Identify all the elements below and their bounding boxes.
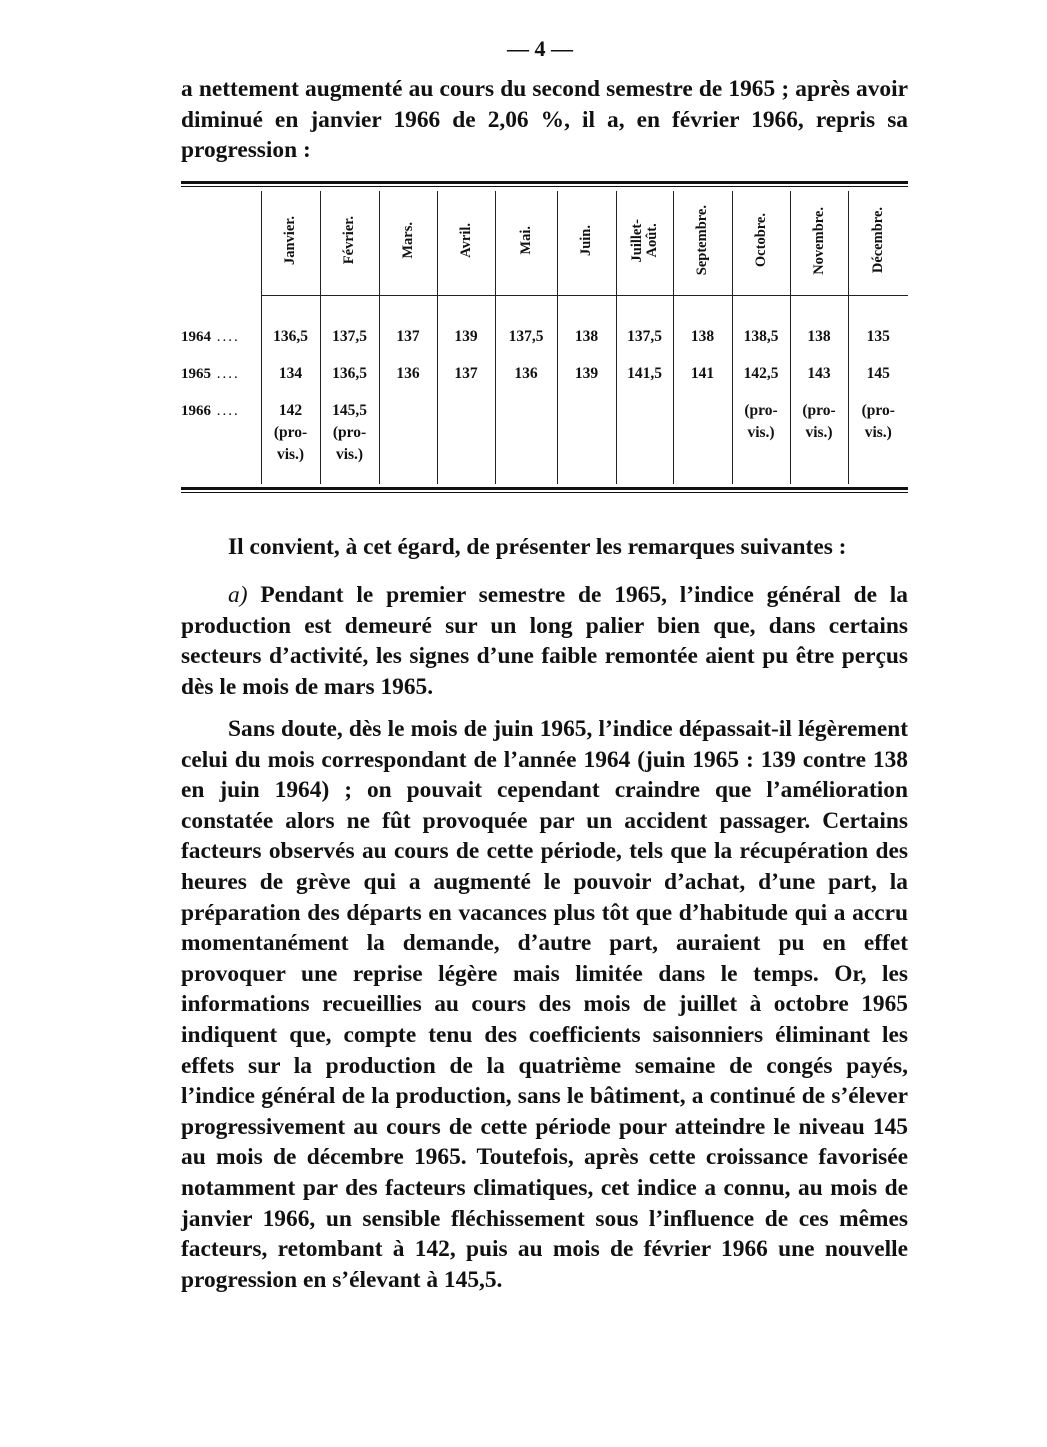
- table-cell: (pro- vis.): [848, 400, 908, 484]
- month-header: [790, 191, 848, 296]
- month-header: [848, 191, 908, 296]
- month-header-row: [181, 191, 908, 296]
- intro-paragraph: a nettement augmenté au cours du second semestre de 1965 ; après avoir diminué en janvier 1966 de 2,06 %, il a, en février 1966, repris sa progression :: [181, 76, 908, 164]
- analysis-paragraph: Sans doute, dès le mois de juin 1965, l’indice dépassait-il légèrement celui du mois correspondant de l’année 1964 (juin 1965 : 139 contre 138 en juin 1964) ; on pouvait cependant craindre que l’amélioration constatée alors ne fût provoquée par un accident passager. Certains facteurs observés au cours de cette période, tels que la récupération des heures de grève qui a augmenté le pouvoir d’achat, d’une part, la préparation des départs en vacances plus tôt que d’habitude qui a accru momentanément la demande, d’autre part, auraient pu en effet provoquer une reprise légère mais limitée dans le temps. Or, les informations recueillies au cours des mois de juillet à octobre 1965 indiquent que, compte tenu des coefficients saisonniers éliminant les effets sur la production de la quatrième semaine de congés payés, l’indice général de la production, sans le bâtiment, a continué de s’élever progressivement au cours de cette période pour atteindre le niveau 145 au mois de décembre 1965. Toutefois, après cette croissance favorisée notamment par des facteurs climatiques, cet indice a connu, au mois de janvier 1966, un sensible fléchissement sous l’influence de ces mêmes facteurs, retombant à 142, puis au mois de février 1966 une nouvelle progression en s’élevant à 145,5.: [181, 716, 908, 1293]
- table-cell: [437, 400, 495, 484]
- month-header: [495, 191, 557, 296]
- month-header: [616, 191, 673, 296]
- table-cell: 145: [848, 363, 908, 400]
- month-label: Juin.: [578, 224, 594, 257]
- row-year: 1966 ....: [181, 403, 240, 419]
- table-cell: 136,5: [320, 363, 379, 400]
- page-number: — 4 —: [507, 36, 573, 61]
- table-cell: 137,5: [616, 326, 673, 363]
- table-cell: 134: [261, 363, 320, 400]
- table-cell: 138: [557, 326, 616, 363]
- table-cell: 135: [848, 326, 908, 363]
- month-label: Avril.: [457, 223, 474, 258]
- month-label: Février.: [341, 216, 357, 265]
- table-cell: [616, 400, 673, 484]
- table-cell: 136,5: [261, 326, 320, 363]
- table-cell: [557, 400, 616, 484]
- table-cell: 139: [557, 363, 616, 400]
- row-year: 1964 ....: [181, 329, 240, 345]
- corner-cell: [181, 191, 261, 296]
- month-header: [557, 191, 616, 296]
- table-cell: 137: [437, 363, 495, 400]
- table-cell: 138: [790, 326, 848, 363]
- table-cell: 137: [379, 326, 437, 363]
- month-header: [437, 191, 495, 296]
- remark-a-label: a): [228, 582, 248, 608]
- table-spacer-row: [181, 296, 908, 327]
- table-cell: [673, 400, 732, 484]
- month-header: [320, 191, 379, 296]
- table-cell: [495, 400, 557, 484]
- table-cell: 142 (pro- vis.): [261, 400, 320, 484]
- table-cell: 143: [790, 363, 848, 400]
- remark-a-paragraph: [181, 580, 908, 702]
- table-cell: 137,5: [320, 326, 379, 363]
- month-label: Septembre.: [694, 205, 710, 276]
- month-label: Mai.: [517, 226, 534, 255]
- table-top-rule: [181, 181, 908, 187]
- table-cell: 138,5: [732, 326, 790, 363]
- month-label: Mars.: [399, 222, 416, 259]
- month-header: [379, 191, 437, 296]
- month-label: Janvier.: [282, 215, 298, 265]
- production-index-table: [181, 181, 908, 497]
- table-bottom-rule: [181, 487, 908, 493]
- table-cell: (pro- vis.): [790, 400, 848, 484]
- month-label: Octobre.: [752, 213, 769, 268]
- table-cell: 136: [379, 363, 437, 400]
- table-cell: 142,5: [732, 363, 790, 400]
- table-row: [181, 400, 908, 484]
- table-cell: 137,5: [495, 326, 557, 363]
- table-cell: (pro- vis.): [732, 400, 790, 484]
- remarks-intro-paragraph: Il convient, à cet égard, de présenter les remarques suivantes :: [228, 534, 847, 560]
- month-header: [732, 191, 790, 296]
- table-row: [181, 363, 908, 400]
- table-cell: 139: [437, 326, 495, 363]
- table-cell: 138: [673, 326, 732, 363]
- month-label: Novembre.: [810, 206, 827, 275]
- table-cell: 141,5: [616, 363, 673, 400]
- table-row: [181, 326, 908, 363]
- row-year: 1965 ....: [181, 366, 240, 382]
- table-cell: [379, 400, 437, 484]
- month-label: Décembre.: [869, 207, 886, 274]
- table-cell: 136: [495, 363, 557, 400]
- month-label: Juillet- Août.: [628, 218, 660, 263]
- table-cell: 141: [673, 363, 732, 400]
- index-table: [181, 191, 908, 484]
- remark-a-text: Pendant le premier semestre de 1965, l’indice général de la production est demeuré sur un long palier bien que, dans certains secteurs d’activité, les signes d’une faible remontée aient pu être perçus dès le mois de mars 1965.: [181, 582, 908, 700]
- table-cell: 145,5 (pro- vis.): [320, 400, 379, 484]
- month-header: [673, 191, 732, 296]
- month-header: [261, 191, 320, 296]
